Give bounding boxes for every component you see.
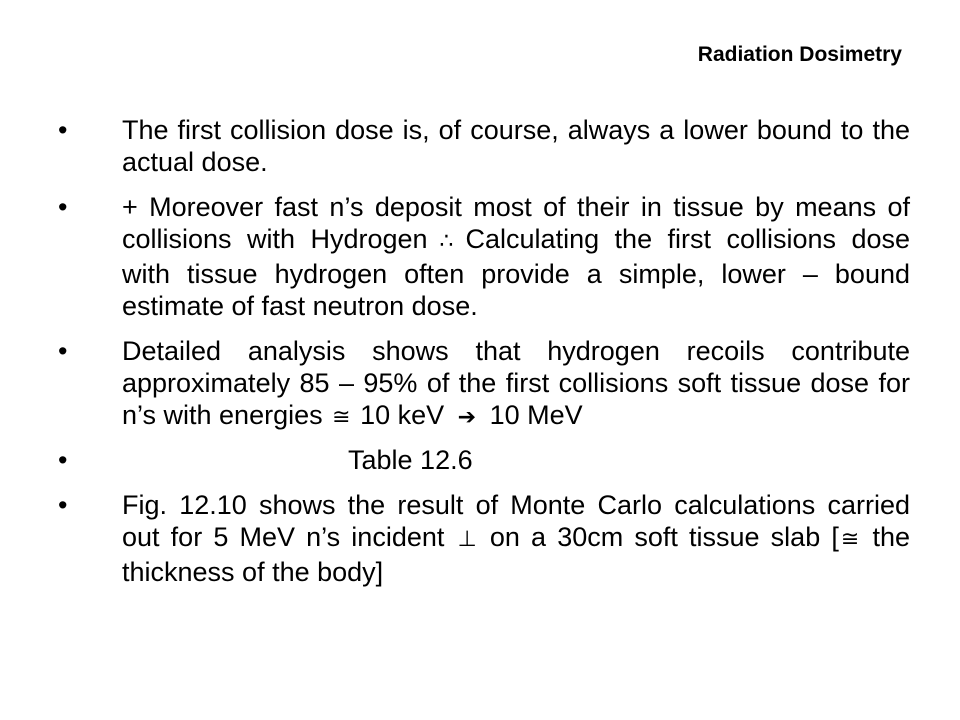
bullet-text: The first collision dose is, of course, always a lower bound to the actual dose. bbox=[122, 115, 910, 177]
bullet-marker: • bbox=[58, 192, 68, 222]
approx-equal-symbol: ≅ bbox=[840, 527, 860, 552]
bullet-item-hydrogen-recoils bbox=[58, 335, 910, 434]
slide-header-title: Radiation Dosimetry bbox=[697, 43, 902, 66]
bullet-marker: • bbox=[58, 490, 68, 520]
bullet-text bbox=[122, 489, 910, 588]
therefore-symbol: ∴ bbox=[439, 229, 454, 254]
bullet-text-part: 10 MeV bbox=[489, 400, 583, 430]
bullet-text bbox=[122, 335, 910, 434]
bullet-text-part: 10 keV bbox=[360, 400, 445, 430]
bullet-text-part: Calculating the first collisions dose with tissue hydrogen often provide a simple, lower – bound estimate of fast neutron dose. bbox=[122, 224, 911, 321]
bullet-text-part: Fig. 12.10 shows the result of Monte Carlo calculations carried out for 5 MeV n’s incident bbox=[122, 490, 910, 552]
bullet-item-monte-carlo bbox=[58, 489, 910, 588]
bullet-item-table-reference bbox=[58, 444, 910, 476]
bullet-item-fast-neutron-deposition bbox=[58, 191, 910, 322]
bullet-item-first-collision bbox=[58, 114, 910, 178]
bullet-marker: • bbox=[58, 445, 68, 475]
right-arrow-icon: ➔ bbox=[457, 405, 477, 430]
perpendicular-symbol: ⊥ bbox=[457, 527, 477, 552]
bullet-text: Table 12.6 bbox=[348, 445, 473, 475]
bullet-text-part: + Moreover fast n’s deposit most of their in tissue by means of collisions with Hydrogen bbox=[122, 192, 910, 254]
approx-equal-symbol: ≅ bbox=[332, 405, 351, 430]
bullet-marker: • bbox=[58, 115, 68, 145]
bullet-text-part: on a 30cm soft tissue slab [ bbox=[489, 522, 839, 552]
bullet-text-part: the thickness of the body] bbox=[122, 522, 911, 587]
bullet-list bbox=[58, 114, 910, 601]
bullet-text-part: Detailed analysis shows that hydrogen recoils contribute approximately 85 – 95% of the first collisions soft tissue dose for n’s with energies bbox=[122, 336, 910, 430]
bullet-marker: • bbox=[58, 336, 68, 366]
bullet-text bbox=[122, 191, 910, 322]
